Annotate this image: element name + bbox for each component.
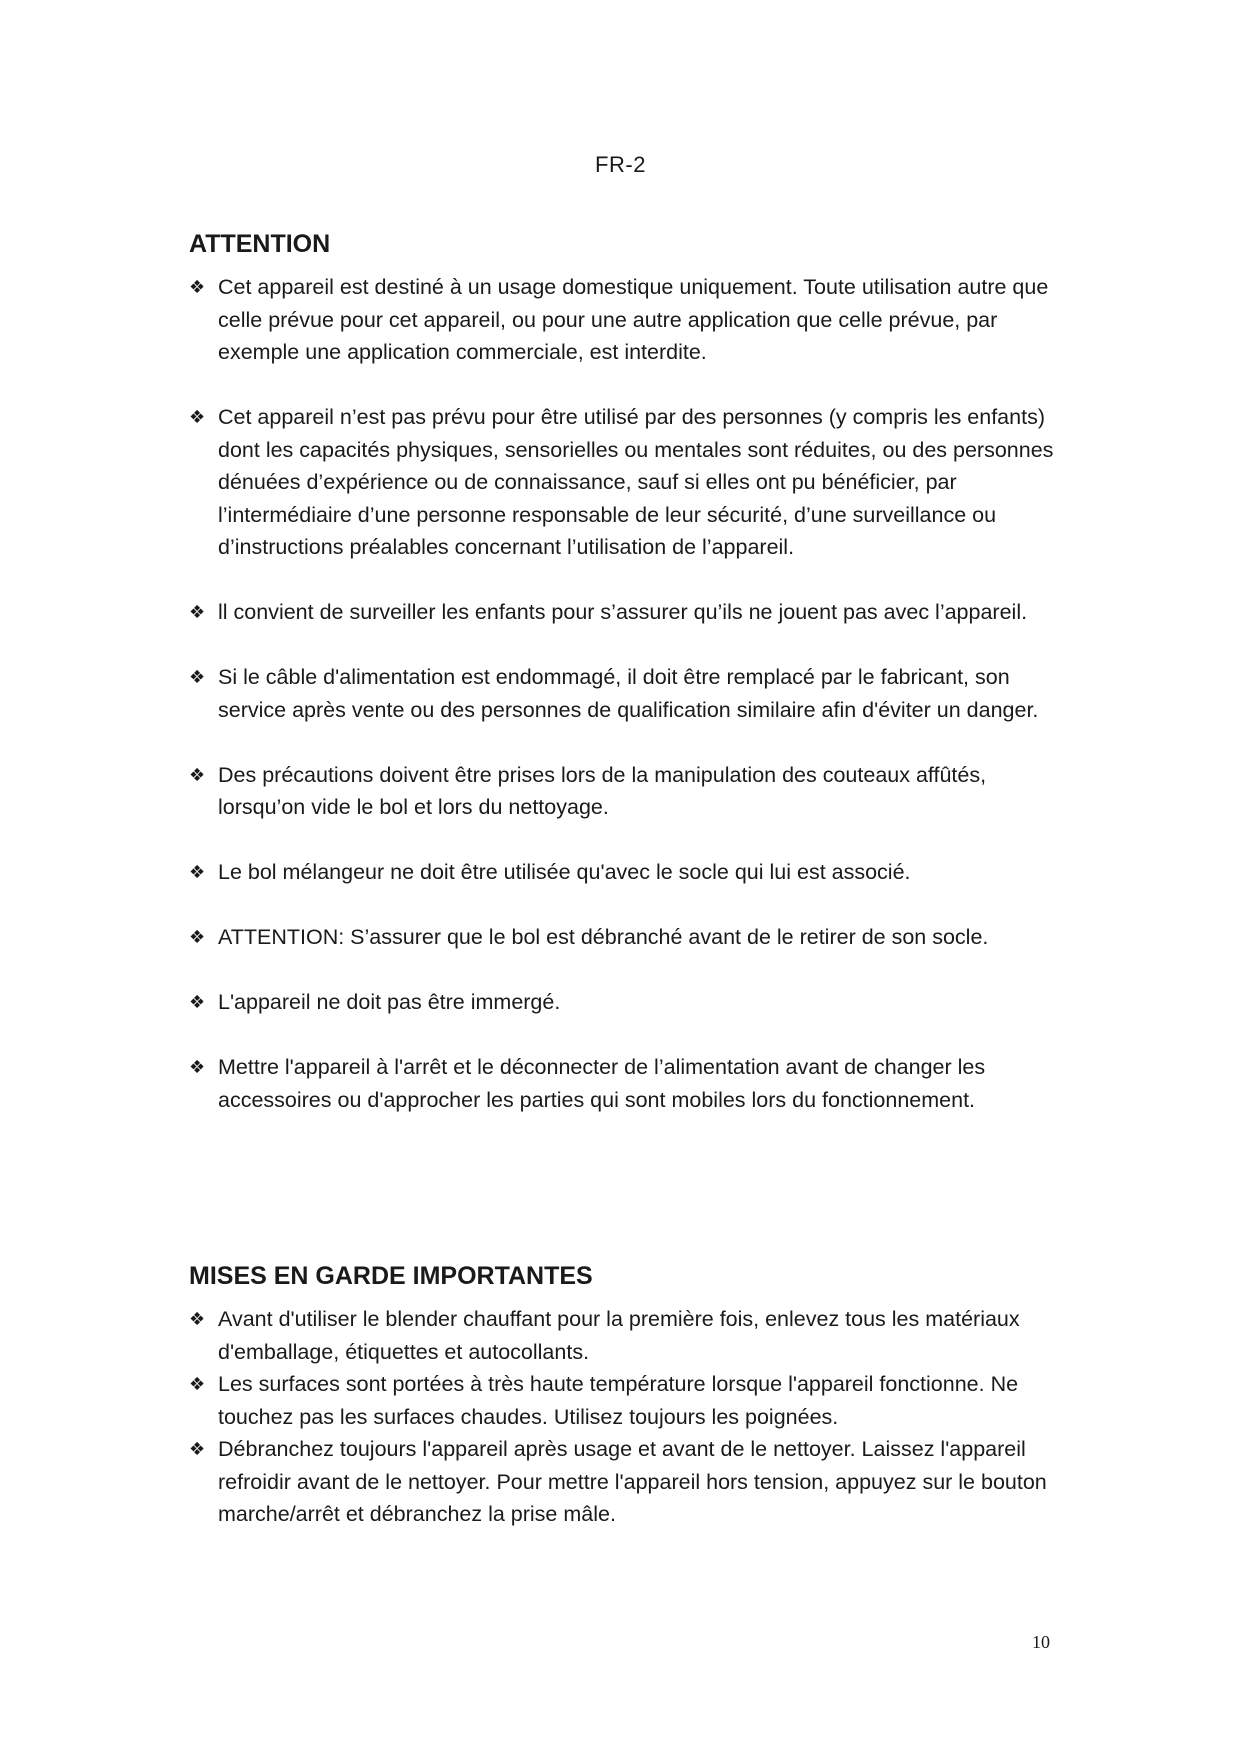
warnings-item-text: Les surfaces sont portées à très haute température lorsque l'appareil fonctionne. Ne touchez pas les surfaces chaudes. Utilisez toujours les poignées.: [218, 1372, 1019, 1429]
attention-item: [189, 1051, 1069, 1116]
diamond-bullet-icon: ❖: [189, 1374, 206, 1394]
attention-item: [189, 596, 1069, 629]
diamond-bullet-icon: ❖: [189, 1057, 206, 1077]
attention-section: [189, 230, 1069, 1149]
attention-item: [189, 921, 1069, 954]
attention-item-text: Cet appareil est destiné à un usage domestique uniquement. Toute utilisation autre que celle prévue pour cet appareil, ou pour une autre application que celle prévue, par exemple une application commerciale, est interdite.: [218, 275, 1049, 364]
diamond-bullet-icon: ❖: [189, 862, 206, 882]
attention-item: [189, 759, 1069, 824]
diamond-bullet-icon: ❖: [189, 1309, 206, 1329]
warnings-item: [189, 1368, 1069, 1433]
attention-item: [189, 661, 1069, 726]
diamond-bullet-icon: ❖: [189, 992, 206, 1012]
diamond-bullet-icon: ❖: [189, 1439, 206, 1459]
warnings-section: [189, 1262, 1069, 1531]
diamond-bullet-icon: ❖: [189, 407, 206, 427]
attention-item-text: L'appareil ne doit pas être immergé.: [218, 990, 561, 1014]
page-number: 10: [1032, 1632, 1050, 1652]
diamond-bullet-icon: ❖: [189, 667, 206, 687]
attention-title: ATTENTION: [189, 230, 331, 258]
warnings-item-text: Débranchez toujours l'appareil après usage et avant de le nettoyer. Laissez l'appareil refroidir avant de le nettoyer. Pour mettre l'appareil hors tension, appuyez sur le bouton marche/arrêt et débranchez la prise mâle.: [218, 1437, 1047, 1526]
attention-item: [189, 986, 1069, 1019]
attention-item-text: Le bol mélangeur ne doit être utilisée qu'avec le socle qui lui est associé.: [218, 860, 911, 884]
attention-item-text: Mettre l'appareil à l'arrêt et le déconnecter de l’alimentation avant de changer les accessoires ou d'approcher les parties qui sont mobiles lors du fonctionnement.: [218, 1055, 986, 1112]
diamond-bullet-icon: ❖: [189, 602, 206, 622]
warnings-item: [189, 1433, 1069, 1531]
attention-list: [189, 271, 1069, 1116]
attention-item-text: ll convient de surveiller les enfants pour s’assurer qu’ils ne jouent pas avec l’appareil.: [218, 600, 1028, 624]
attention-item-text: Si le câble d'alimentation est endommagé, il doit être remplacé par le fabricant, son service après vente ou des personnes de qualification similaire afin d'éviter un danger.: [218, 665, 1039, 722]
warnings-item-text: Avant d'utiliser le blender chauffant pour la première fois, enlevez tous les matériaux d'emballage, étiquettes et autocollants.: [218, 1307, 1020, 1364]
diamond-bullet-icon: ❖: [189, 764, 206, 785]
diamond-bullet-icon: ❖: [189, 277, 206, 297]
attention-item-text: ATTENTION: S’assurer que le bol est débranché avant de le retirer de son socle.: [218, 925, 989, 949]
diamond-bullet-icon: ❖: [189, 927, 206, 947]
page-header-code: FR-2: [595, 152, 646, 177]
attention-item: [189, 856, 1069, 889]
attention-item-text: Cet appareil n’est pas prévu pour être utilisé par des personnes (y compris les enfants) dont les capacités physiques, sensorielles ou mentales sont réduites, ou des personnes dénuées d’expérience ou de connaissance, sauf si elles ont pu bénéficier, par l’intermédiaire d’une personne responsable de leur sécurité, d’une surveillance ou d’instructions préalables concernant l’utilisation de l’appareil.: [218, 405, 1054, 559]
attention-item: [189, 271, 1069, 369]
attention-item-text: Des précautions doivent être prises lors de la manipulation des couteaux affûtés, lorsqu’on vide le bol et lors du nettoyage.: [218, 762, 987, 819]
attention-item: [189, 401, 1069, 564]
warnings-item: [189, 1303, 1069, 1368]
warnings-list: [189, 1303, 1069, 1531]
warnings-title: MISES EN GARDE IMPORTANTES: [189, 1262, 593, 1290]
